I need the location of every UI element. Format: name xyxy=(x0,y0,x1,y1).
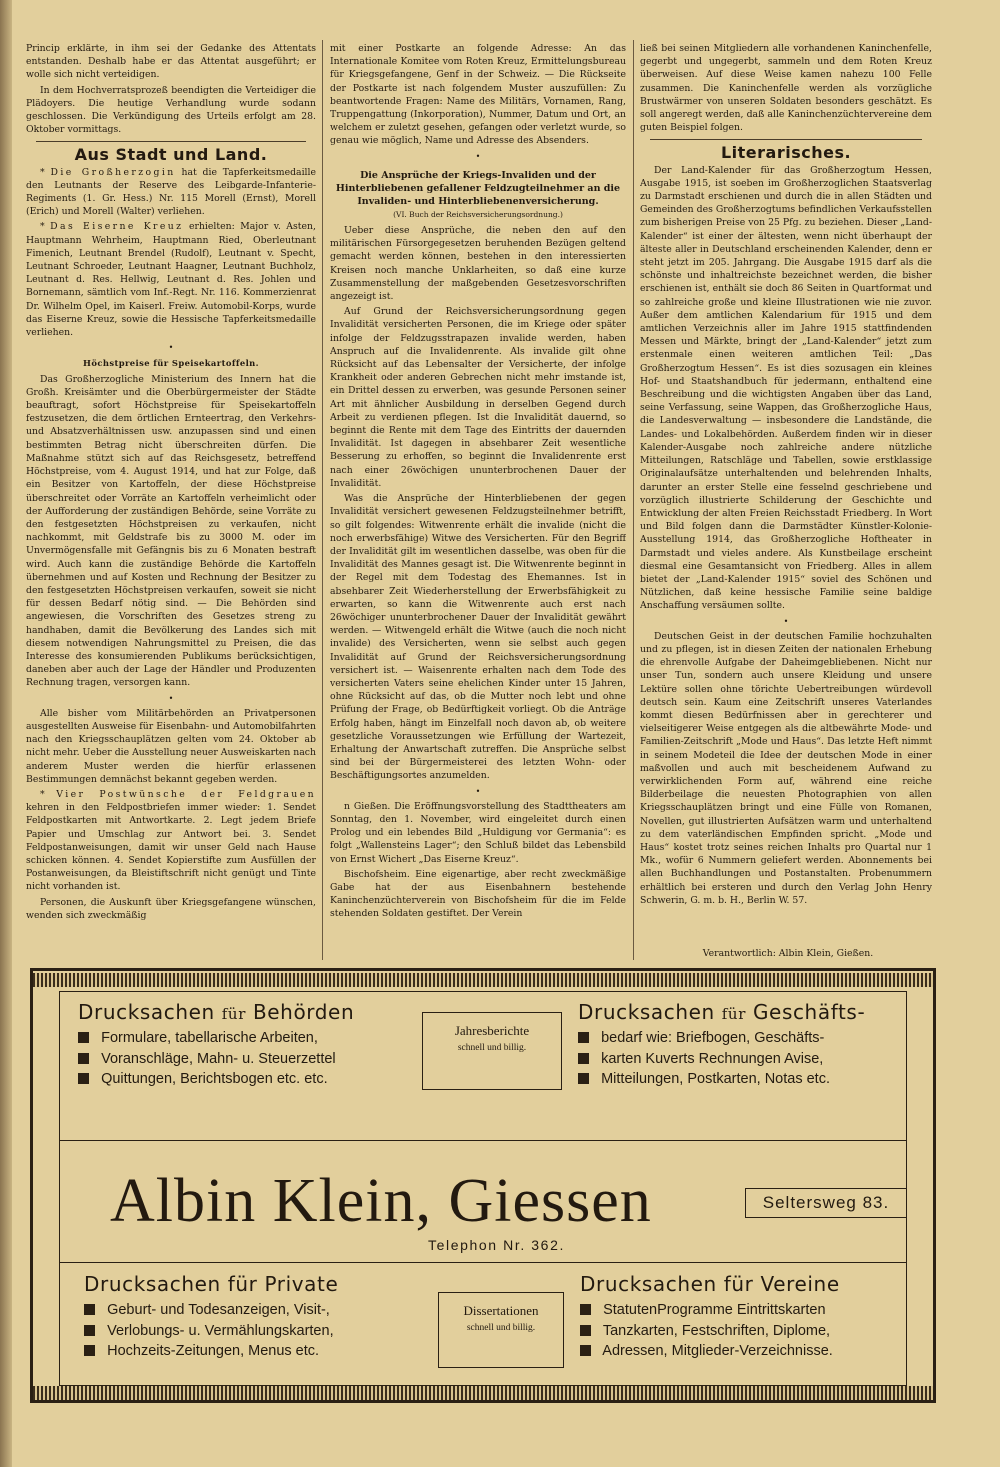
separator-bullet: • xyxy=(168,693,174,703)
ad-heading: Drucksachen für Vereine xyxy=(580,1272,840,1296)
ad-vereine xyxy=(580,1272,910,1362)
square-bullet-icon xyxy=(578,1053,589,1064)
ad-list xyxy=(578,1028,908,1090)
section-rule xyxy=(36,141,306,142)
square-bullet-icon xyxy=(84,1325,95,1336)
paragraph: n Gießen. Die Eröffnungsvorstellung des Stadttheaters am Sonntag, den 1. November, wird eingeleitet durch einen Prolog und ein lebendes Bild „Huldigung vor Germania“: es folgt „Wallensteins Lager“; den Schluß bildet das Lebensbild von Ernst Wichert „Das Eiserne Kreuz“. xyxy=(330,800,626,865)
paragraph: * Die Großherzogin hat die Tapferkeitsmedaille den Leutnants der Reserve des Leibgarde-Infanterie-Regiments (1. Gr. Hess.) Nr. 115 Morell (Ernst), Morell (Erich) und Morell (Walter) verliehen. xyxy=(26,166,316,218)
ad-jahresberichte xyxy=(422,1012,562,1090)
column-left xyxy=(26,42,316,924)
ad-line-text: Quittungen, Berichtsbogen etc. etc. xyxy=(101,1071,328,1087)
ad-heading-part: Geschäfts- xyxy=(752,1000,866,1024)
ad-line xyxy=(78,1028,398,1049)
paragraph: Ueber diese Ansprüche, die neben den auf den militärischen Fürsorgegesetzen beruhenden Bezügen geltend gemacht werden können, bestehen in den interessierten Kreisen noch manche Unklarheiten, so daß eine kurze Zusammenstellung der maßgebenden Gesetzesvorschriften angezeigt ist. xyxy=(330,225,626,303)
separator-bullet: • xyxy=(475,786,481,796)
article-title: Die Ansprüche der Kriegs-Invaliden und der Hinterbliebenen gefallener Feldzugteilnehmer an die Invaliden- und Hinterbliebenenversicherung. xyxy=(335,169,621,207)
column-right xyxy=(640,42,932,909)
ad-line xyxy=(84,1341,414,1362)
ad-heading xyxy=(78,1000,398,1024)
ad-heading-part: Drucksachen xyxy=(78,1000,215,1024)
ad-behoerden xyxy=(78,1000,398,1090)
square-bullet-icon xyxy=(84,1304,95,1315)
article-subheading: Höchstpreise für Speisekartoffeln. xyxy=(83,358,259,369)
ad-heading xyxy=(578,1000,908,1024)
section-rule xyxy=(650,139,922,140)
brand-phone: Telephon Nr. 362. xyxy=(428,1237,565,1253)
ad-mini-title: Dissertationen xyxy=(463,1303,539,1318)
ad-private xyxy=(84,1272,414,1362)
ad-divider xyxy=(60,1140,906,1141)
ad-heading-part: für xyxy=(721,1005,746,1023)
responsible-editor: Verantwortlich: Albin Klein, Gießen. xyxy=(702,948,874,959)
ad-heading-part: für xyxy=(221,1005,246,1023)
paragraph: Alle bisher vom Militärbehörden an Privatpersonen ausgestellten Ausweise für Eisenbahn- und Automobilfahrten nach den Kriegsschauplätzen gelten vom 24. Oktober ab nicht mehr. Ueber die Ausstellung neuer Ausweiskarten nach anderem Muster werden die hierfür erlassenen Bestimmungen demnächst bekannt gegeben werden. xyxy=(26,707,316,785)
ad-line xyxy=(580,1341,910,1362)
ad-line xyxy=(578,1069,908,1090)
ad-geschaefts xyxy=(578,1000,908,1090)
square-bullet-icon xyxy=(78,1073,89,1084)
column-rule xyxy=(633,40,634,960)
brand-address: Seltersweg 83. xyxy=(745,1188,907,1218)
ad-line-text: Voranschläge, Mahn- u. Steuerzettel xyxy=(101,1050,336,1067)
paragraph: Auf Grund der Reichsversicherungsordnung gegen Invalidität versicherten Personen, die im Kriege oder später infolge der Feldzugsstrapazen invalide werden, haben Anspruch auf die Invalidenrente. Als invalide gilt ohne Rücksicht auf das Lebensalter der Versicherte, der infolge Krankheit oder anderen Gebrechen nicht mehr imstande ist, ein Drittel dessen zu erwerben, was gesunde Personen seiner Art mit ähnlicher Ausbildung in derselben Gegend durch Arbeit zu verdienen pflegen. Ist die Invalidität dauernd, so beginnt die Rente mit dem Tage des Eintritts der dauernden Invalidität. Ist dagegen in absehbarer Zeit wesentliche Besserung zu erhoffen, so beginnt die Invalidenrente erst nach einer 26wöchigen ununterbrochenen Dauer der Invalidität. xyxy=(330,306,626,489)
ad-frame xyxy=(59,991,907,1386)
paragraph: Deutschen Geist in der deutschen Familie hochzuhalten und zu pflegen, ist in diesen Zeiten der nationalen Erhebung die ehrenvolle Aufgabe der Daheimgebliebenen. Nicht nur unser Tun, sondern auch unsere Kleidung und unsere Lektüre sollen ohne törichte Uebertreibungen würdevoll deutsch sein. Kaum eine Zeitschrift unseres Vaterlandes kommt diesen Bedürfnissen aber in gerechterer und vielseitigerer Weise entgegen als die altbewährte Mode- und Familien-Zeitschrift „Mode und Haus“. Das letzte Heft nimmt in seinem Modeteil die Idee der deutschen Mode in einer maßvollen und auch mit bescheidenem Aufwand zu verwirklichenden Form auf, während eine reiche Bilderbeilage die neuesten Photographien von allen Kriegsschauplätzen bringt und eine Fülle von Romanen, Novellen, gut illustrierten Aufsätzen warm und unterhaltend zu dem vaterländischen Empfinden spricht. „Mode und Haus“ kostet trotz seines reichen Inhalts pro Quartal nur 1 Mk., wofür 6 Nummern geliefert werden. Abonnements bei allen Buchhandlungen und Postanstalten. Probenummern erhältlich bei ersteren und durch den Verlag John Henry Schwerin, G. m. b. H., Berlin W. 57. xyxy=(640,630,932,906)
separator-bullet: • xyxy=(475,151,481,161)
paragraph: mit einer Postkarte an folgende Adresse: An das Internationale Komitee vom Roten Kreuz, Ermittelungsbureau für Kriegsgefangene, Genf in der Schweiz. — Die Rückseite der Postkarte ist nach folgendem Muster auszufüllen: Zu beantwortende Fragen: Name des Militärs, Vornamen, Rang, Truppengattung (Inkorporation), Nummer, Datum und Ort, an welchem er zuletzt gesehen, gefangen oder verletzt wurde, so genau wie möglich, Name und Adresse des Absenders. xyxy=(330,43,626,147)
lead-text: Das Eiserne Kreuz xyxy=(50,221,184,233)
square-bullet-icon xyxy=(78,1053,89,1064)
paragraph: * Vier Postwünsche der Feldgrauen kehren in den Feldpostbriefen immer wieder: 1. Sendet Feldpostkarten mit Antwortkarte. 2. Legt jedem Briefe Papier und Umschlag zur Antwort bei. 3. Sendet Feldpostanweisungen, damit wir unser Geld nach Hause schicken können. 4. Sendet Kopierstifte zum Ausfüllen der Postanweisungen, da Bleistiftschrift nicht genügt und Tinte nicht vorhanden ist. xyxy=(26,788,316,893)
ad-line xyxy=(580,1321,910,1342)
ad-list xyxy=(78,1028,398,1090)
decorative-band xyxy=(33,1386,933,1400)
ad-line-text: bedarf wie: Briefbogen, Geschäfts- xyxy=(601,1030,825,1046)
ad-heading-part: Behörden xyxy=(252,1000,355,1024)
separator-bullet: • xyxy=(783,616,789,626)
square-bullet-icon xyxy=(580,1304,591,1315)
lead-text: Vier Postwünsche der Feldgrauen xyxy=(56,788,316,800)
ad-line xyxy=(580,1300,910,1321)
ad-line xyxy=(84,1321,414,1342)
square-bullet-icon xyxy=(580,1345,591,1356)
ad-line-text: Geburt- und Todesanzeigen, Visit-, xyxy=(107,1302,330,1318)
paragraph: ließ bei seinen Mitgliedern alle vorhandenen Kaninchenfelle, gegerbt und ungegerbt, sammeln und dem Roten Kreuz überweisen. Auf diese Weise kamen nahezu 100 Felle zusammen. Die Kaninchenfelle werden als vorzügliche Brustwärmer von unseren Soldaten besonders geschätzt. Es soll angeregt werden, daß alle Kaninchenzüchtervereine dem guten Beispiel folgen. xyxy=(640,43,932,134)
ad-line xyxy=(78,1049,398,1070)
paragraph: Was die Ansprüche der Hinterbliebenen der gegen Invalidität versichert gewesenen Feldzugsteilnehmer betrifft, so gilt folgendes: Witwenrente erhält die invalide (nicht die noch erwerbsfähige) Witwe des Versicherten. Für den Begriff der Invalidität gilt im wesentlichen dasselbe, was oben für die Invalidität des Mannes gesagt ist. Die Witwenrente beginnt in der Regel mit dem Todestag des Ehemannes. Ist in absehbarer Zeit Wiederherstellung der Erwerbsfähigkeit zu erwarten, so kann die Witwenrente auch erst nach 26wöchiger ununterbrochener Dauer der Invalidität gewährt werden. — Witwengeld erhält die Witwe (auch die noch nicht invalide) des Versicherten, wenn sie selbst auch gegen Invalidität auf Grund der Reichsversicherungsordnung versichert ist. — Waisenrente erhalten nach dem Tode des versicherten Vaters seine ehelichen Kinder unter 15 Jahren, ohne Rücksicht auf das, ob die Mutter noch lebt und ohne Prüfung der Frage, ob Bedürftigkeit vorliegt. Ob die Anträge Erfolg haben, hängt im Einzelfall noch davon ab, ob weitere gesetzliche Voraussetzungen wie Erfüllung der Wartezeit, Erhaltung der Anwartschaft zutreffen. Die Ansprüche selbst sind bei der Bürgermeisterei des letzten Wohn- oder Beschäftigungsortes anzumelden. xyxy=(330,493,626,782)
brand-name: Albin Klein, Giessen xyxy=(110,1167,652,1235)
ad-line-text: Adressen, Mitglieder-Verzeichnisse. xyxy=(602,1343,833,1359)
ad-mini-sub: schnell und billig. xyxy=(466,1323,536,1333)
ad-line xyxy=(78,1069,398,1090)
ad-list xyxy=(580,1300,910,1362)
ad-line-text: Tanzkarten, Festschriften, Diplome, xyxy=(602,1322,831,1339)
square-bullet-icon xyxy=(580,1325,591,1336)
page-binding-edge xyxy=(0,0,12,1467)
ad-line xyxy=(578,1028,908,1049)
square-bullet-icon xyxy=(578,1073,589,1084)
paragraph: * Das Eiserne Kreuz erhielten: Major v. Asten, Hauptmann Wehrheim, Hauptmann Ried, Oberleutnant Fimenich, Leutnant Brendel (Rudolf), Leutnant v. Specht, Leutnant Schroeder, Leutnant Haagner, Leutnant Buchholz, Leutnant d. Res. Hellwig, Leutnant d. Res. Johlen und Bornemann, sämtlich vom Inf.-Regt. Nr. 116. Kommerzienrat Dr. Wilhelm Opel, im Kaiserl. Freiw. Automobil-Korps, wurde das Eiserne Kreuz, sowie die Hessische Tapferkeitsmedaille verliehen. xyxy=(26,221,316,339)
column-rule xyxy=(322,40,323,960)
ad-line-text: Hochzeits-Zeitungen, Menus etc. xyxy=(107,1343,320,1359)
paragraph-body: kehren in den Feldpostbriefen immer wieder: 1. Sendet Feldpostkarten mit Antwortkarte. 2. Legt jedem Briefe Papier und Umschlag zur Antwort bei. 3. Sendet Feldpostanweisungen, damit wir unser Geld nach Hause schicken können. 4. Sendet Kopierstifte zum Ausfüllen der Postanweisungen, da Bleistiftschrift nicht genügt und Tinte nicht vorhanden ist. xyxy=(26,802,316,893)
paragraph-body: erhielten: Major v. Asten, Hauptmann Wehrheim, Hauptmann Ried, Oberleutnant Fimenich, Leutnant Brendel (Rudolf), Leutnant v. Specht, Leutnant Schroeder, Leutnant Haagner, Leutnant Buchholz, Leutnant d. Res. Hellwig, Leutnant d. Res. Johlen und Bornemann, sämtlich vom Inf.-Regt. Nr. 116. Kommerzienrat Dr. Wilhelm Opel, im Kaiserl. Freiw. Automobil-Korps, wurde das Eiserne Kreuz, sowie die Hessische Tapferkeitsmedaille verliehen. xyxy=(26,221,316,339)
section-heading: Aus Stadt und Land. xyxy=(74,145,268,165)
ad-line xyxy=(578,1049,908,1070)
square-bullet-icon xyxy=(578,1032,589,1043)
ad-heading-part: Drucksachen xyxy=(578,1000,715,1024)
ad-line-text: karten Kuverts Rechnungen Avise, xyxy=(601,1050,824,1067)
decorative-band xyxy=(33,973,933,987)
ad-mini-title: Jahresberichte xyxy=(454,1023,530,1038)
ad-list xyxy=(84,1300,414,1362)
ad-line-text: Mitteilungen, Postkarten, Notas etc. xyxy=(601,1071,830,1087)
ad-mini-sub: schnell und billig. xyxy=(457,1043,527,1053)
square-bullet-icon xyxy=(84,1345,95,1356)
ad-line-text: Formulare, tabellarische Arbeiten, xyxy=(101,1030,318,1046)
lead-text: Die Großherzogin xyxy=(50,166,176,178)
paragraph: Princip erklärte, in ihm sei der Gedanke des Attentats entstanden. Deshalb habe er das Attentat ausgeführt; er wolle sich nicht verteidigen. xyxy=(26,43,316,81)
separator-bullet: • xyxy=(168,343,174,353)
article-source: (VI. Buch der Reichsversicherungsordnung.) xyxy=(393,209,563,219)
paragraph: Bischofsheim. Eine eigenartige, aber recht zweckmäßige Gabe hat der aus Eisenbahnern bestehende Kaninchenzüchterverein von Bischofsheim für die im Felde stehenden Soldaten gestiftet. Der Verein xyxy=(330,868,626,920)
ad-line-text: StatutenProgramme Eintrittskarten xyxy=(603,1302,826,1318)
printer-advertisement xyxy=(30,968,936,1403)
paragraph-body: hat die Tapferkeitsmedaille den Leutnants der Reserve des Leibgarde-Infanterie-Regiments (1. Gr. Hess.) Nr. 115 Morell (Ernst), Morell (Erich) und Morell (Walter) verliehen. xyxy=(26,166,316,218)
ad-line-text: Verlobungs- u. Vermählungskarten, xyxy=(107,1322,334,1339)
ad-line xyxy=(84,1300,414,1321)
ad-divider xyxy=(60,1262,906,1263)
section-heading: Literarisches. xyxy=(720,143,852,163)
ad-heading: Drucksachen für Private xyxy=(84,1272,339,1296)
paragraph: Personen, die Auskunft über Kriegsgefangene wünschen, wenden sich zweckmäßig xyxy=(26,896,316,921)
paragraph: Der Land-Kalender für das Großherzogtum Hessen, Ausgabe 1915, ist soeben im Großherzoglichen Staatsverlag zu Darmstadt erschienen und durch die in allen Städten und Gemeinden des Großherzogtums befindlichen Verkaufsstellen zum bisherigen Preise von 25 Pfg. zu beziehen. Dieser „Land-Kalender“ ist einer der ältesten, wenn nicht überhaupt der älteste aller in Deutschland erscheinenden Kalender, denn er steht jetzt im 205. Jahrgang. Die Ausgabe 1915 darf als die schönste und inhaltreichste bezeichnet werden, die bisher erschienen ist, enthält sie doch 86 Seiten in Quartformat und so zahlreiche große und kleine Illustrationen wie nie zuvor. Außer dem amtlichen Kalendarium für 1915 und dem amtlichen Verzeichnis aller im Jahre 1915 stattfindenden Messen und Märkte, bringt der „Land-Kalender“ jetzt zum erstenmale einen weiteren amtlichen Teil: „Das Großherzogtum Hessen“. Es ist dies sozusagen ein kleines Hof- und Staatshandbuch für jedermann, enthaltend eine Beschreibung und die wichtigsten Angaben über das Land, seine Verfassung, seine Wappen, das Großherzogliche Haus, die Landesverwaltung — insbesondere die Landstände, die Landes- und Lokalbehörden. Außerdem finden wir in dieser Kalender-Ausgabe noch zahlreiche andere nützliche Mitteilungen, Ratschläge und Tabellen, sowie erstklassige Originalaufsätze unterhaltenden und belehrenden Inhalts, darunter an erster Stelle eine fesselnd geschriebene und vorzüglich illustrierte Schilderung der Geschichte und Entwicklung der alten Freien Reichsstadt Friedberg. In Wort und Bild folgen dann die Darmstädter Künstler-Kolonie-Ausstellung 1914, das Großherzogliche Hoftheater in Darmstadt und vieles andere. Als Kunstbeilage erscheint diesmal eine Gesamtansicht von Friedberg. Alles in allem bietet der „Land-Kalender 1915“ soviel des Schönen und Nützlichen, daß keine hessische Familie seine baldige Anschaffung versäumen sollte. xyxy=(640,164,932,612)
paragraph: In dem Hochverratsprozeß beendigten die Verteidiger die Plädoyers. Die heutige Verhandlung wurde sodann geschlossen. Die Verkündigung des Urteils erfolgt am 28. Oktober vormittags. xyxy=(26,84,316,136)
column-middle xyxy=(330,42,626,923)
paragraph: Das Großherzogliche Ministerium des Innern hat die Großh. Kreisämter und die Oberbürgermeister der Städte beauftragt, sofort Höchstpreise für Speisekartoffeln festzusetzen, die dem örtlichen Ernteertrag, den Verkehrs- und Absatzverhältnissen usw. anzupassen sind und einen bestimmten Betrag nicht überschreiten dürfen. Die Maßnahme stützt sich auf das Reichsgesetz, betreffend Höchstpreise, vom 4. August 1914, und hat zur Folge, daß ein Besitzer von Kartoffeln, der diese Höchstpreise überschreitet oder Vorräte an Kartoffeln verheimlicht oder der Aufforderung der zuständigen Behörde, seine Vorräte zu den festgesetzten Höchstpreisen zu verkaufen, nicht nachkommt, mit Geldstrafe bis zu 3000 M. oder im Unvermögensfalle mit Gefängnis bis zu 6 Monaten bestraft wird. Auch kann die zuständige Behörde die Kartoffeln übernehmen und auf Kosten und Rechnung der Besitzer zu den festgesetzten Höchstpreisen verkaufen, soweit sie nicht für dessen Bedarf nötig sind. — Die Behörden sind angewiesen, die Vorschriften des Gesetzes streng zu handhaben, damit die Bevölkerung des Landes sich mit diesem notwendigen Nahrungsmittel zu Preisen, die das Interesse des konsumierenden Publikums berücksichtigen, daneben aber auch der Lage der Händler und Produzenten Rechnung tragen, versorgen kann. xyxy=(26,373,316,689)
square-bullet-icon xyxy=(78,1032,89,1043)
ad-dissertationen xyxy=(438,1292,564,1368)
